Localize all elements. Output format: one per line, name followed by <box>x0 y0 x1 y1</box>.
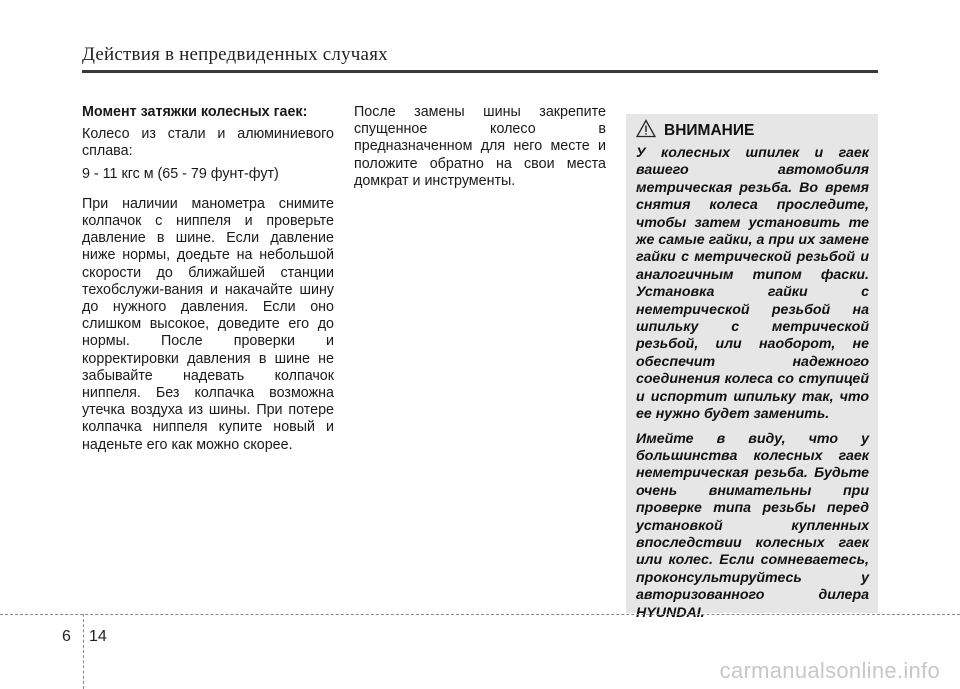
warning-box <box>626 114 878 621</box>
pressure-check-paragraph: При наличии манометра снимите колпачок с ниппеля и проверьте давление в шине. Если давление ниже нормы, доедьте на небольшой скорости до ближайшей станции техобслужи-вания и накачайте шину до нужного давления. Если оно слишком высокое, доведите его до нормы. После проверки и корректировки давления в шине не забывайте надевать колпачок ниппеля. Без колпачка возможна утечка воздуха из шины. При потере колпачка ниппеля купите новый и наденьте его как можно скорее. <box>82 195 334 453</box>
warning-title: ВНИМАНИЕ <box>664 122 755 139</box>
warning-paragraph-2: Имейте в виду, что у большинства колесных гаек неметрическая резьба. Будьте очень внимательны при проверке типа резьбы перед установкой купленных впоследствии колесных гаек или колес. Если сомневаетесь, проконсультируйтесь у авторизованного дилера HYUNDAI. <box>636 430 869 621</box>
section-number: 6 <box>62 628 71 645</box>
warning-paragraph-1: У колесных шпилек и гаек вашего автомобиля метрическая резьба. Во время снятия колеса проследите, чтобы затем установить те же самые гайки, а при их замене гайки с метрической резьбой и аналогичным типом фаски. Установка гайки с неметрической резьбой на шпильку с метрической резьбой, или наоборот, не обеспечит надежного соединения колеса со ступицей и испортит шпильку так, что ее нужно будет заменить. <box>636 145 869 423</box>
page-header-title: Действия в непредвиденных случаях <box>82 44 388 65</box>
warning-body <box>636 145 869 622</box>
torque-heading: Момент затяжки колесных гаек: <box>82 104 308 120</box>
column-middle <box>354 104 606 190</box>
warning-triangle-icon <box>636 119 656 143</box>
footer-divider <box>0 614 960 615</box>
torque-value: 9 - 11 кгс м (65 - 79 фунт-фут) <box>82 165 279 182</box>
watermark: carmanualsonline.info <box>719 658 940 683</box>
stow-wheel-paragraph: После замены шины закрепите спущенное колесо в предназначенном для него месте и положите обратно на свои места домкрат и инструменты. <box>354 104 606 189</box>
wheel-material-text: Колесо из стали и алюминиевого сплава: <box>82 126 334 160</box>
footer-vertical-divider <box>83 614 84 689</box>
column-left <box>82 104 334 454</box>
page-number: 14 <box>89 628 107 645</box>
header-rule <box>82 70 878 73</box>
warning-header <box>636 120 754 142</box>
